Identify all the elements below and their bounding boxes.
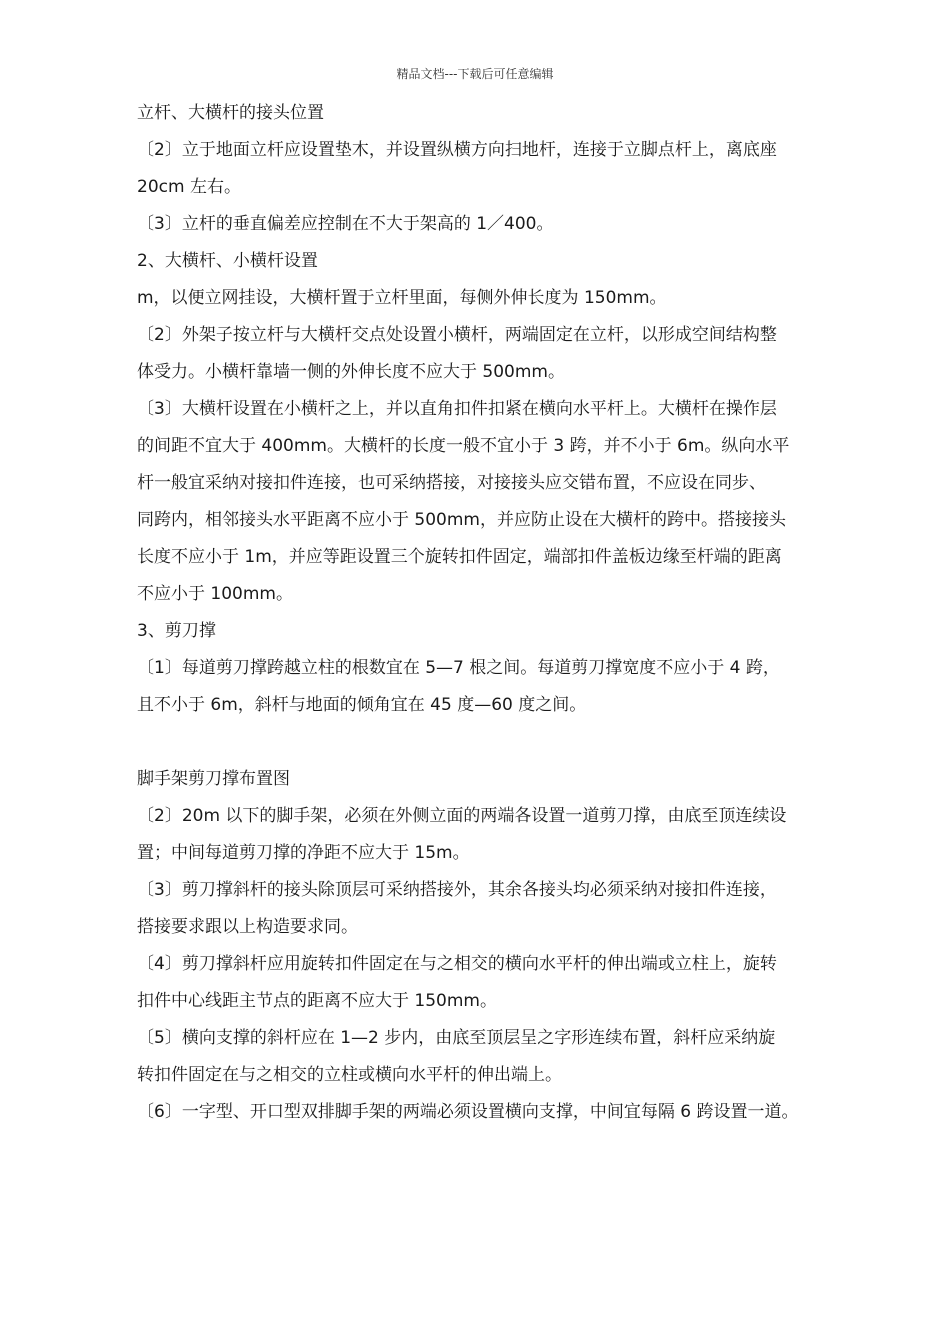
section-heading: 3、剪刀撑 bbox=[137, 621, 216, 641]
figure-caption: 脚手架剪刀撑布置图 bbox=[137, 769, 290, 789]
paragraph-line: 体受力。小横杆靠墙一侧的外伸长度不应大于 500mm。 bbox=[137, 362, 565, 382]
section-heading: 2、大横杆、小横杆设置 bbox=[137, 251, 318, 271]
paragraph-line: 置；中间每道剪刀撑的净距不应大于 15m。 bbox=[137, 843, 470, 863]
paragraph-line: 〔2〕外架子按立杆与大横杆交点处设置小横杆，两端固定在立杆，以形成空间结构整 bbox=[137, 325, 777, 345]
paragraph-line: 扣件中心线距主节点的距离不应大于 150mm。 bbox=[137, 991, 497, 1011]
section-heading: 立杆、大横杆的接头位置 bbox=[137, 103, 324, 123]
paragraph-line: 〔3〕剪刀撑斜杆的接头除顶层可采纳搭接外，其余各接头均必须采纳对接扣件连接， bbox=[137, 880, 777, 900]
paragraph-line: 同跨内，相邻接头水平距离不应小于 500mm，并应防止设在大横杆的跨中。搭接接头 bbox=[137, 510, 786, 530]
paragraph-line: 杆一般宜采纳对接扣件连接，也可采纳搭接，对接接头应交错布置，不应设在同步、 bbox=[137, 473, 766, 493]
paragraph-line: 不应小于 100mm。 bbox=[137, 584, 293, 604]
paragraph-line: 〔5〕横向支撑的斜杆应在 1—2 步内，由底至顶层呈之字形连续布置，斜杆应采纳旋 bbox=[137, 1028, 776, 1048]
paragraph-line: 长度不应小于 1m，并应等距设置三个旋转扣件固定，端部扣件盖板边缘至杆端的距离 bbox=[137, 547, 782, 567]
paragraph-line: 〔2〕立于地面立杆应设置垫木，并设置纵横方向扫地杆，连接于立脚点杆上，离底座 bbox=[137, 140, 777, 160]
paragraph-line: m，以便立网挂设，大横杆置于立杆里面，每侧外伸长度为 150mm。 bbox=[137, 288, 667, 308]
paragraph-line: 转扣件固定在与之相交的立柱或横向水平杆的伸出端上。 bbox=[137, 1065, 562, 1085]
paragraph-line: 的间距不宜大于 400mm。大横杆的长度一般不宜小于 3 跨，并不小于 6m。纵向水平 bbox=[137, 436, 790, 456]
paragraph-line: 20cm 左右。 bbox=[137, 177, 241, 197]
paragraph-line: 〔6〕一字型、开口型双排脚手架的两端必须设置横向支撑，中间宜每隔 6 跨设置一道。 bbox=[137, 1102, 799, 1122]
page-header: 精品文档---下载后可任意编辑 bbox=[396, 67, 554, 81]
paragraph-line: 〔3〕立杆的垂直偏差应控制在不大于架高的 1／400。 bbox=[137, 214, 554, 234]
paragraph-line: 搭接要求跟以上构造要求同。 bbox=[137, 917, 358, 937]
paragraph-line: 且不小于 6m，斜杆与地面的倾角宜在 45 度—60 度之间。 bbox=[137, 695, 587, 715]
blank-line bbox=[137, 724, 897, 761]
paragraph-line: 〔4〕剪刀撑斜杆应用旋转扣件固定在与之相交的横向水平杆的伸出端或立柱上，旋转 bbox=[137, 954, 777, 974]
paragraph-line: 〔2〕20m 以下的脚手架，必须在外侧立面的两端各设置一道剪刀撑，由底至顶连续设 bbox=[137, 806, 787, 826]
paragraph-line: 〔3〕大横杆设置在小横杆之上，并以直角扣件扣紧在横向水平杆上。大横杆在操作层 bbox=[137, 399, 777, 419]
document-body bbox=[137, 95, 897, 1131]
paragraph-line: 〔1〕每道剪刀撑跨越立柱的根数宜在 5—7 根之间。每道剪刀撑宽度不应小于 4 跨， bbox=[137, 658, 780, 678]
